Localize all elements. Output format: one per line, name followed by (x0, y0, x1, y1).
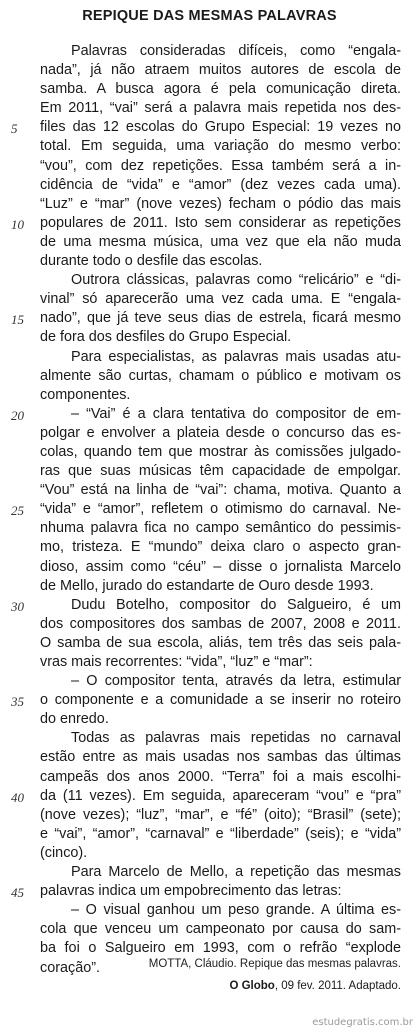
text-line: vinal” só aparecerão uma vez cada uma. E “engala- (40, 291, 401, 308)
text-line: – O compositor tenta, através da letra, estimular (71, 673, 401, 690)
text-line: Todas as palavras mais repetidas no carnaval (71, 730, 401, 747)
text-line: populares de 2011. Isto sem considerar as repetições (40, 214, 401, 231)
text-line: “vou”, com dez repetições. Essa também será a in- (40, 157, 401, 174)
text-line: colas, quando tem que mostrar às comissões julgado- (40, 443, 401, 460)
text-line: durante todo o desfile das escolas. (40, 253, 263, 270)
text-line: Em 2011, “vai” será a palavra mais repetida nos des- (40, 100, 401, 117)
line-number: 40 (11, 789, 24, 805)
line-number: 20 (11, 407, 24, 423)
source-publication (229, 980, 401, 992)
text-line: de Mello, jurado do estandarte de Ouro desde 1993. (40, 577, 374, 594)
text-line: coração”. (40, 959, 100, 976)
source-newspaper: O Globo (229, 980, 275, 992)
text-line: nhuma palavra fica no campo semântico do pessimis- (40, 520, 401, 537)
line-number: 30 (11, 598, 24, 614)
text-line: “vida” e “amor”, refletem o otimismo do carnaval. Ne- (40, 501, 401, 518)
text-line: de uma mesma música, uma vez que ela não muda (40, 233, 401, 250)
text-line: do enredo. (40, 711, 109, 728)
text-line: da (11 vezes). Em seguida, apareceram “vou” e “pra” (40, 787, 401, 804)
text-line: – O visual ganhou um peso grande. A última es- (71, 902, 401, 919)
text-line: componentes. (40, 386, 131, 403)
text-line: mo, tristeza. E “mundo” deixa claro o aspecto gran- (40, 539, 401, 556)
text-line: almente são curtas, chamam o público e motivam os (40, 367, 401, 384)
text-line: polgar e envolver a plateia desde o concurso das es- (40, 424, 401, 441)
text-line: de fora dos desfiles do Grupo Especial. (40, 329, 292, 346)
watermark: estudegratis.com.br (312, 1017, 413, 1028)
text-line: Outrora clássicas, palavras como “relicário” e “di- (71, 272, 401, 289)
text-line: – “Vai” é a clara tentativa do compositor de em- (71, 405, 401, 422)
text-line: Dudu Botelho, compositor do Salgueiro, é um (71, 596, 401, 613)
article-title: REPIQUE DAS MESMAS PALAVRAS (82, 8, 337, 24)
text-line: estão entre as mais usadas nos sambas das últimas (40, 749, 401, 766)
text-line: Para Marcelo de Mello, a repetição das mesmas (71, 864, 401, 881)
text-line: “Vou” está na linha de “vai”: chama, motiva. Quanto a (40, 482, 401, 499)
text-line: e “vai”, “amor”, “carnaval” e “liberdade” (seis); e “vida” (40, 825, 401, 842)
line-number: 15 (11, 312, 24, 328)
text-line: cola que venceu um campeonato por causa do sam- (40, 921, 401, 938)
text-line: ba foi o Salgueiro em 1993, com o refrão “explode (40, 940, 401, 957)
line-number: 5 (11, 121, 18, 137)
line-number: 45 (11, 885, 24, 901)
source-author-title: MOTTA, Cláudio. Repique das mesmas palavras. (148, 958, 401, 970)
line-number: 35 (11, 694, 24, 710)
text-line: dos compositores dos sambas de 2007, 2008 e 2011. (40, 615, 401, 632)
text-line: Palavras consideradas difíceis, como “engala- (71, 43, 401, 59)
text-line: files das 12 escolas do Grupo Especial: 19 vezes no (40, 119, 401, 136)
source-date: , 09 fev. 2011. Adaptado. (274, 980, 401, 992)
text-line: “Luz” e “mar” (nove vezes) fecham o pódio das mais (40, 195, 401, 212)
text-line: cidência de “vida” e “amor” (dez vezes cada uma). (40, 176, 401, 193)
text-line: total. Em seguida, uma variação do mesmo verbo: (40, 138, 401, 155)
text-line: (cinco). (40, 844, 88, 861)
text-line: o componente e a comunidade a se inserir no roteiro (40, 692, 401, 709)
text-line: campeãs dos anos 2000. “Terra” foi a mais escolhi- (40, 768, 401, 785)
text-line: samba. A busca agora é pela comunicação direta. (40, 81, 401, 98)
text-line: Para especialistas, as palavras mais usadas atu- (71, 348, 401, 365)
line-number: 25 (11, 503, 24, 519)
text-line: O samba de sua escola, aliás, tem três das seis pala- (40, 634, 401, 651)
text-line: nada”, já não atraem muitos autores de escola de (40, 62, 401, 79)
text-line: ras que suas músicas têm capacidade de empolgar. (40, 463, 401, 480)
text-line: palavras indica um empobrecimento das letras: (40, 883, 342, 900)
text-line: vras mais recorrentes: “vida”, “luz” e “mar”: (40, 654, 313, 670)
text-line: nado”, que já teve seus dias de estrela, ficará mesmo (40, 310, 401, 327)
article-body (40, 42, 401, 978)
text-line: (nove vezes); “luz”, “mar”, e “fé” (oito); “Brasil” (sete); (40, 806, 401, 823)
text-line: dioso, assim como “céu” – disse o jornalista Marcelo (40, 558, 401, 575)
line-number: 10 (11, 216, 24, 232)
